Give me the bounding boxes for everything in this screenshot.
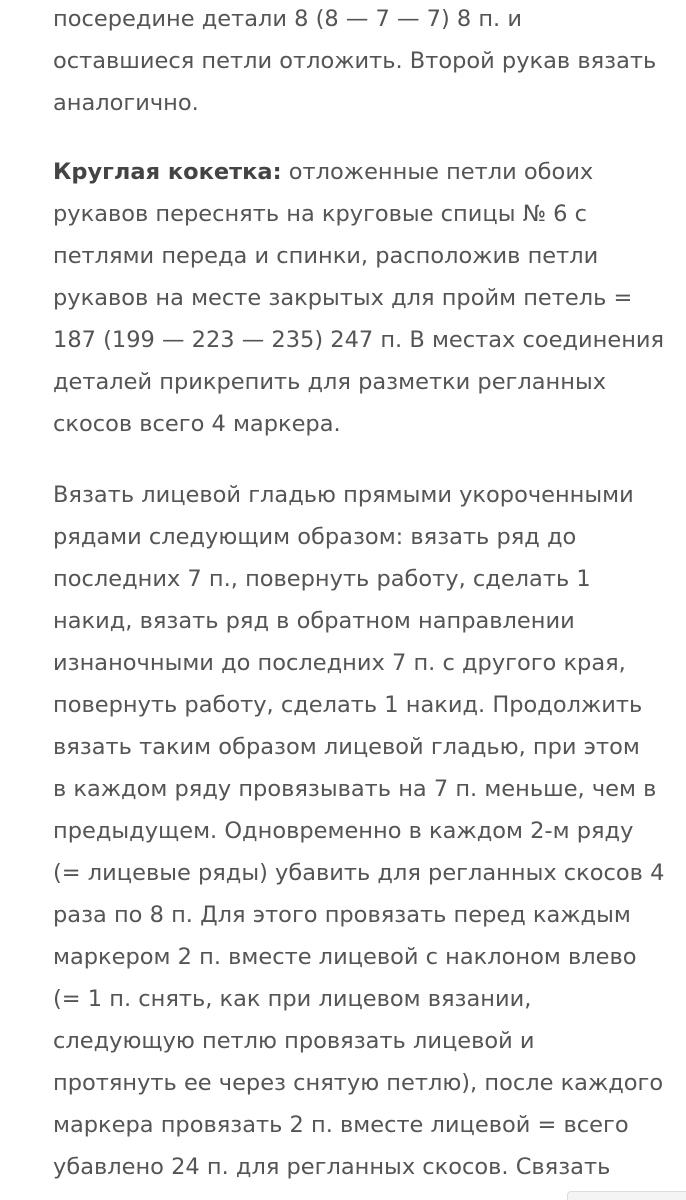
paragraph-3-line-5: изнаночными до последних 7 п. с другого края, — [53, 650, 626, 676]
paragraph-3-line-11: раза по 8 п. Для этого провязать перед каждым — [53, 902, 631, 928]
paragraph-3-line-4: накид, вязать ряд в обратном направлении — [53, 608, 575, 634]
paragraph-2-line-3: петлями переда и спинки, расположив петли — [53, 243, 599, 269]
paragraph-2-line-7: скосов всего 4 маркера. — [53, 411, 341, 437]
paragraph-2-line-1-text: отложенные петли обоих — [281, 159, 594, 185]
paragraph-3-line-16: маркера провязать 2 п. вместе лицевой = всего — [53, 1112, 629, 1138]
paragraph-3-line-7: вязать таким образом лицевой гладью, при этом — [53, 734, 640, 760]
paragraph-2-line-2: рукавов переснять на круговые спицы № 6 с — [53, 201, 588, 227]
paragraph-3-line-1: Вязать лицевой гладью прямыми укороченными — [53, 482, 634, 508]
bottom-right-overlay-edge — [567, 1191, 686, 1200]
paragraph-2-line-4: рукавов на месте закрытых для пройм петель = — [53, 285, 633, 311]
paragraph-3-line-8: в каждом ряду провязывать на 7 п. меньше, чем в — [53, 776, 657, 802]
paragraph-1-line-3: аналогично. — [53, 90, 199, 116]
paragraph-2-line-5: 187 (199 — 223 — 235) 247 п. В местах соединения — [53, 327, 665, 353]
paragraph-3-line-14: следующую петлю провязать лицевой и — [53, 1028, 535, 1054]
paragraph-3-line-3: последних 7 п., повернуть работу, сделать 1 — [53, 566, 591, 592]
paragraph-3-line-9: предыдущем. Одновременно в каждом 2-м ряду — [53, 818, 634, 844]
section-heading-round-yoke: Круглая кокетка: — [53, 159, 282, 185]
paragraph-2-line-6: деталей прикрепить для разметки регланных — [53, 369, 607, 395]
paragraph-3-line-13: (= 1 п. снять, как при лицевом вязании, — [53, 986, 532, 1012]
paragraph-3-line-6: повернуть работу, сделать 1 накид. Продолжить — [53, 692, 643, 718]
paragraph-3-line-15: протянуть ее через снятую петлю), после каждого — [53, 1070, 664, 1096]
paragraph-1-line-2: оставшиеся петли отложить. Второй рукав вязать — [53, 48, 657, 74]
paragraph-2-line-1 — [53, 151, 593, 193]
paragraph-3-line-12: маркером 2 п. вместе лицевой с наклоном влево — [53, 944, 637, 970]
paragraph-3-line-17: убавлено 24 п. для регланных скосов. Связать — [53, 1154, 611, 1180]
paragraph-3-line-10: (= лицевые ряды) убавить для регланных скосов 4 — [53, 860, 665, 886]
paragraph-1-line-1: посередине детали 8 (8 — 7 — 7) 8 п. и — [53, 6, 522, 32]
paragraph-3-line-2: рядами следующим образом: вязать ряд до — [53, 524, 577, 550]
